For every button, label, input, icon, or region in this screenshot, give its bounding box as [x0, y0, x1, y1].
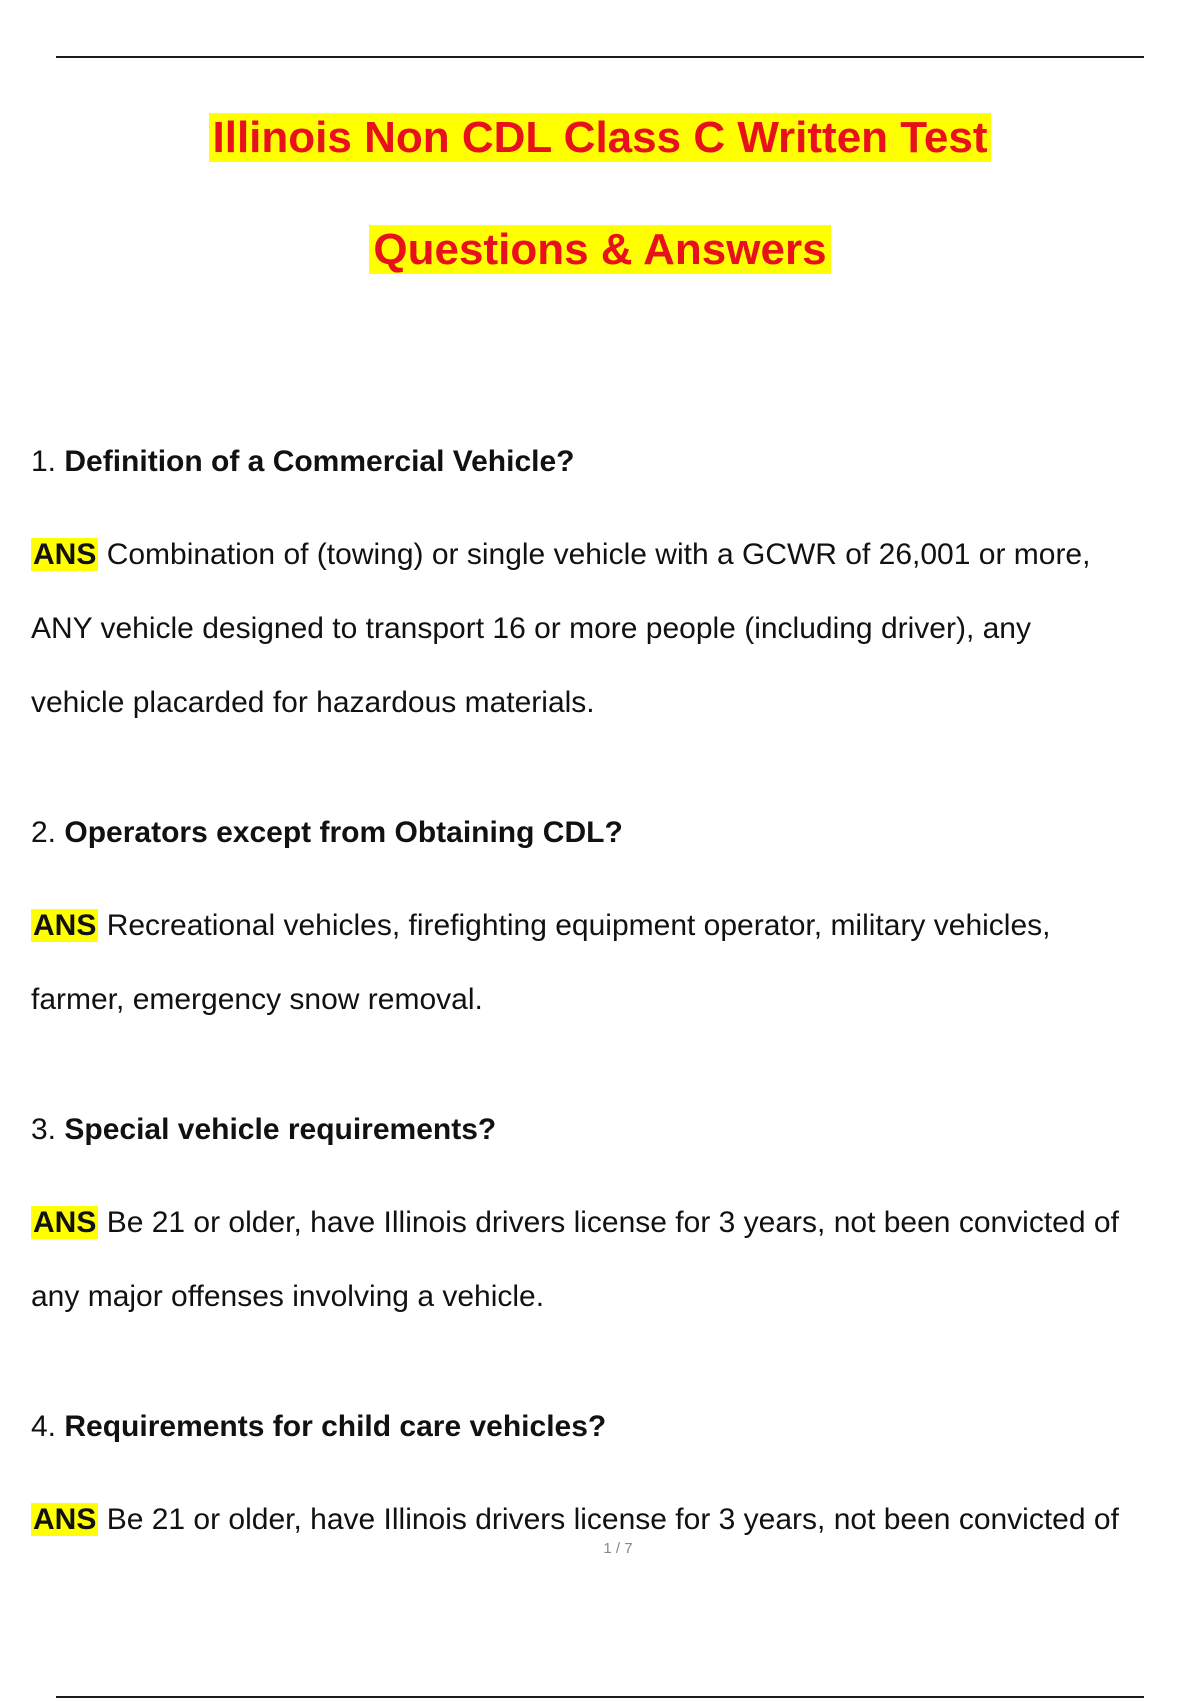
ans-tag: ANS — [33, 909, 97, 942]
answer-line: ANY vehicle designed to transport 16 or more people (including driver), any — [31, 612, 1031, 645]
answer-text: Combination of (towing) or single vehicle with a GCWR of 26,001 or more, — [106, 538, 1091, 571]
ans-tag: ANS — [33, 1503, 97, 1536]
question — [31, 1112, 1200, 1148]
page-indicator: 1 / 7 — [603, 1540, 633, 1557]
answer-text: Recreational vehicles, firefighting equipment operator, military vehicles, — [106, 909, 1051, 942]
question — [31, 444, 1200, 480]
question-text: Requirements for child care vehicles? — [64, 1410, 607, 1443]
answer-line — [31, 518, 1200, 592]
question-text: Special vehicle requirements? — [64, 1113, 497, 1146]
question-number: 3. — [31, 1113, 57, 1146]
document-title-line-1: Illinois Non CDL Class C Written Test — [209, 113, 992, 162]
answer-line: any major offenses involving a vehicle. — [31, 1280, 545, 1313]
document-title — [0, 110, 1200, 166]
answer-line — [31, 889, 1200, 963]
answer-text: Be 21 or older, have Illinois drivers license for 3 years, not been convicted of — [106, 1503, 1119, 1536]
question — [31, 1409, 1200, 1445]
qa-item-3 — [31, 1112, 1200, 1334]
qa-item-2 — [31, 815, 1200, 1037]
question-number: 4. — [31, 1410, 57, 1443]
qa-item-4 — [31, 1409, 1200, 1557]
answer-line — [31, 1186, 1200, 1260]
document-title-line-2: Questions & Answers — [369, 225, 830, 274]
qa-item-1 — [31, 444, 1200, 740]
ans-tag: ANS — [33, 538, 97, 571]
question-text: Operators except from Obtaining CDL? — [64, 816, 623, 849]
bottom-divider — [56, 1696, 1144, 1698]
answer — [31, 889, 1200, 1037]
answer-text: Be 21 or older, have Illinois drivers license for 3 years, not been convicted of — [106, 1206, 1119, 1239]
ans-tag: ANS — [33, 1206, 97, 1239]
answer — [31, 518, 1200, 740]
document-subtitle — [0, 222, 1200, 278]
answer-line: farmer, emergency snow removal. — [31, 983, 483, 1016]
answer-line: vehicle placarded for hazardous materials. — [31, 686, 595, 719]
question-number: 2. — [31, 816, 57, 849]
answer — [31, 1186, 1200, 1334]
question-text: Definition of a Commercial Vehicle? — [64, 445, 575, 478]
question — [31, 815, 1200, 851]
top-divider — [56, 56, 1144, 58]
question-number: 1. — [31, 445, 57, 478]
